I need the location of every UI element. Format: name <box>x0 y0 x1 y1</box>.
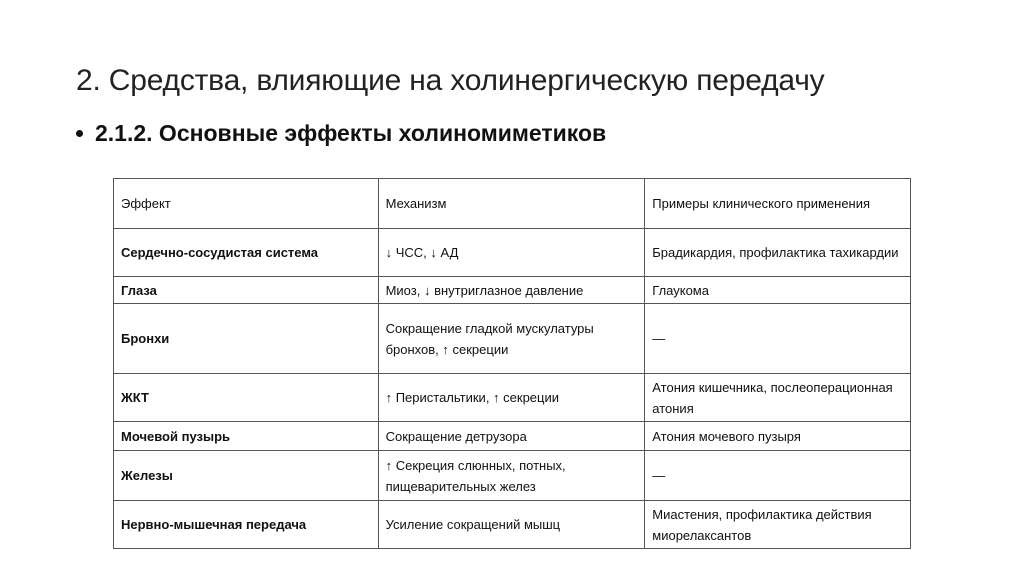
bullet-dot-icon <box>76 130 83 137</box>
cell-mechanism: Сокращение детрузора <box>378 422 645 451</box>
bullet-subtitle <box>76 120 606 147</box>
cell-effect: Мочевой пузырь <box>114 422 379 451</box>
table-row <box>114 451 911 501</box>
cell-effect: Сердечно-сосудистая система <box>114 229 379 277</box>
cell-mechanism: Усиление сокращений мышц <box>378 501 645 549</box>
table-row <box>114 304 911 374</box>
cell-effect: ЖКТ <box>114 374 379 422</box>
table-row <box>114 374 911 422</box>
cell-mechanism: Сокращение гладкой мускулатуры бронхов, ↑ секреции <box>378 304 645 374</box>
cell-effect: Глаза <box>114 277 379 304</box>
cell-examples: Брадикардия, профилактика тахикардии <box>645 229 911 277</box>
cell-effect: Нервно-мышечная передача <box>114 501 379 549</box>
cell-effect: Бронхи <box>114 304 379 374</box>
cell-mechanism: ↑ Перистальтики, ↑ секреции <box>378 374 645 422</box>
cell-examples: Миастения, профилактика действия миорелаксантов <box>645 501 911 549</box>
header-effect: Эффект <box>114 179 379 229</box>
table-row <box>114 229 911 277</box>
cell-mechanism: ↓ ЧСС, ↓ АД <box>378 229 645 277</box>
effects-table <box>113 178 911 549</box>
table-row <box>114 501 911 549</box>
cell-examples: Глаукома <box>645 277 911 304</box>
header-mechanism: Механизм <box>378 179 645 229</box>
header-examples: Примеры клинического применения <box>645 179 911 229</box>
table-row <box>114 422 911 451</box>
subtitle-text: 2.1.2. Основные эффекты холиномиметиков <box>95 120 607 146</box>
cell-examples: Атония кишечника, послеоперационная атония <box>645 374 911 422</box>
cell-effect: Железы <box>114 451 379 501</box>
table-row <box>114 277 911 304</box>
cell-mechanism: ↑ Секреция слюнных, потных, пищеварительных желез <box>378 451 645 501</box>
cell-examples: Атония мочевого пузыря <box>645 422 911 451</box>
slide-title: 2. Средства, влияющие на холинергическую передачу <box>76 64 825 97</box>
cell-mechanism: Миоз, ↓ внутриглазное давление <box>378 277 645 304</box>
table-header-row <box>114 179 911 229</box>
cell-examples: — <box>645 304 911 374</box>
cell-examples: — <box>645 451 911 501</box>
